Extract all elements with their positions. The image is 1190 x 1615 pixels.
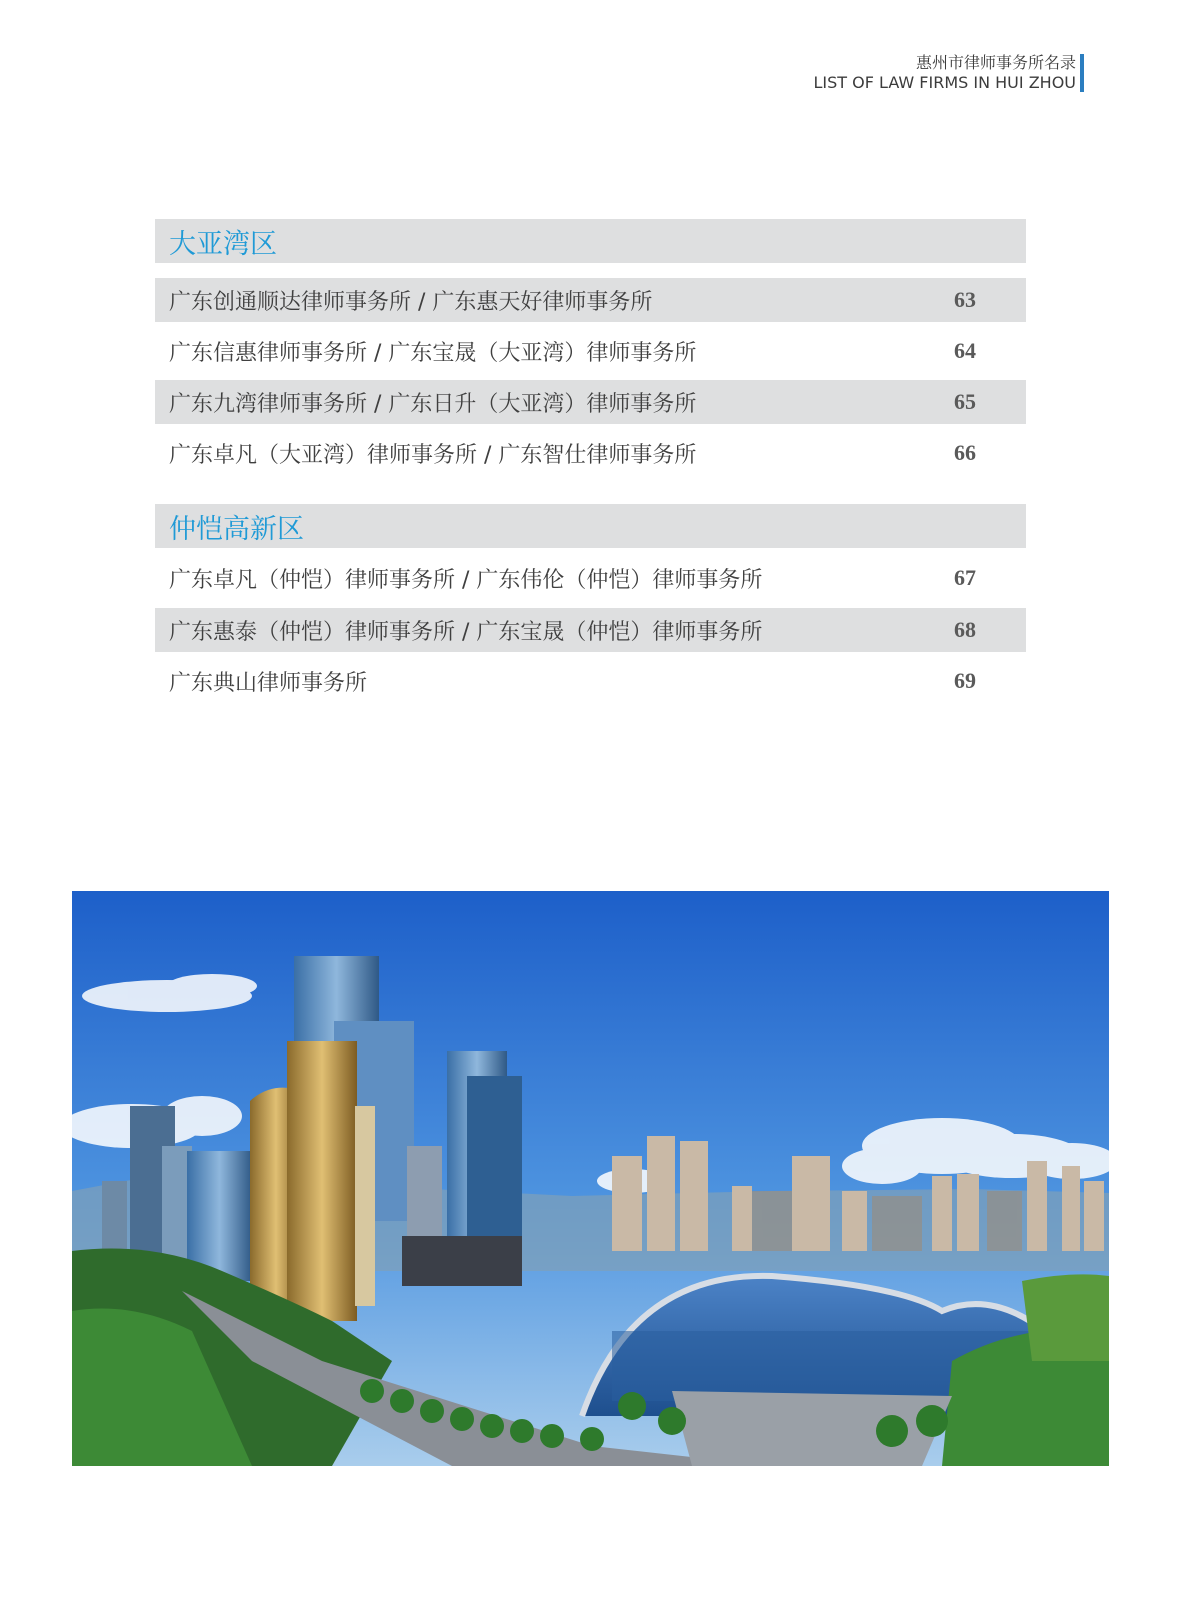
toc-entry[interactable]: [155, 608, 1026, 652]
entry-page-number: 69: [954, 668, 976, 693]
toc-entry[interactable]: [155, 278, 1026, 322]
entry-page-number: 65: [954, 389, 976, 414]
toc-entry[interactable]: [155, 424, 1026, 482]
entry-name: 广东九湾律师事务所 / 广东日升（大亚湾）律师事务所: [169, 391, 697, 417]
header-title-cn: 惠州市律师事务所名录: [915, 53, 1076, 72]
entry-page-number: 63: [954, 287, 976, 312]
entry-name: 广东卓凡（仲恺）律师事务所 / 广东伟伦（仲恺）律师事务所: [169, 567, 763, 593]
city-skyline-photo: [72, 891, 1109, 1466]
running-header: [814, 50, 1077, 92]
section-dayawan: [155, 219, 1026, 482]
header-title-en: LIST OF LAW FIRMS IN HUI ZHOU: [813, 73, 1076, 92]
entry-page-number: 67: [954, 565, 976, 590]
entry-name: 广东信惠律师事务所 / 广东宝晟（大亚湾）律师事务所: [169, 340, 697, 366]
section-title: 大亚湾区: [155, 219, 1026, 263]
entry-page-number: 64: [954, 338, 976, 363]
section-zhongkai: [155, 504, 1026, 710]
toc-entry[interactable]: [155, 548, 1026, 608]
toc-entry[interactable]: [155, 322, 1026, 380]
header-accent-bar: [1080, 54, 1084, 92]
entry-page-number: 68: [954, 617, 976, 642]
entry-name: 广东惠泰（仲恺）律师事务所 / 广东宝晟（仲恺）律师事务所: [169, 619, 763, 645]
entry-name: 广东卓凡（大亚湾）律师事务所 / 广东智仕律师事务所: [169, 442, 697, 468]
entry-name: 广东典山律师事务所: [169, 670, 368, 696]
entry-page-number: 66: [954, 440, 976, 465]
toc-entry[interactable]: [155, 652, 1026, 710]
toc-entry[interactable]: [155, 380, 1026, 424]
table-of-contents: [155, 219, 1026, 710]
section-title: 仲恺高新区: [155, 504, 1026, 548]
entry-name: 广东创通顺达律师事务所 / 广东惠天好律师事务所: [169, 289, 653, 315]
